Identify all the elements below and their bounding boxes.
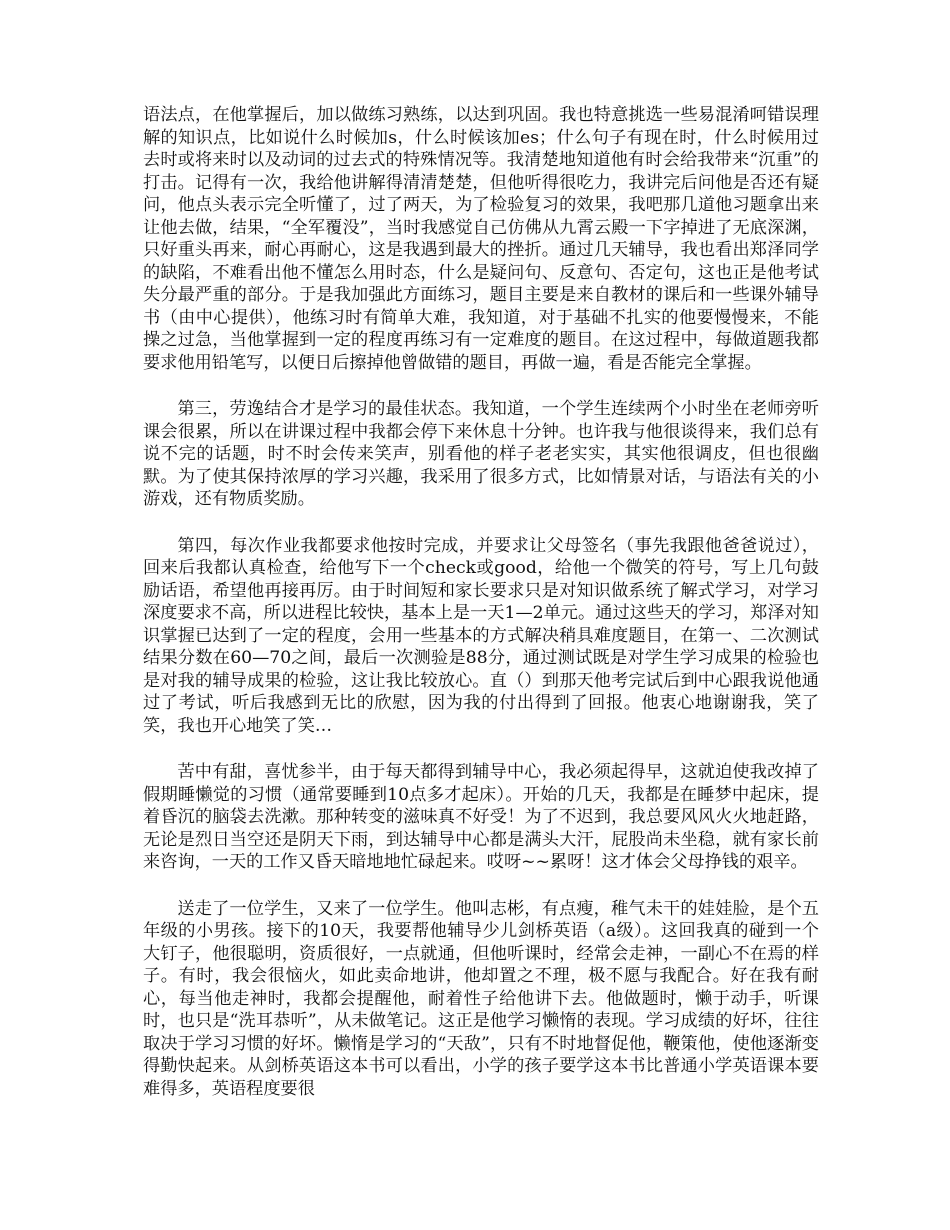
paragraph-grammar-practice: 语法点，在他掌握后，加以做练习熟练，以达到巩固。我也特意挑选一些易混淆呵错误理解的知识点，比如说什么时候加s，什么时候该加es；什么句子有现在时，什么时候用过去时或将来时以及动词的过去式的特殊情况等。我清楚地知道他有时会给我带来“沉重”的打击。记得有一次，我给他讲解得清清楚楚，但他听得很吃力，我讲完后问他是否还有疑问，他点头表示完全听懂了，过了两天，为了检验复习的效果，我吧那几道他习题拿出来让他去做，结果，“全军覆没”，当时我感觉自己仿佛从九霄云殿一下字掉进了无底深渊，只好重头再来，耐心再耐心，这是我遇到最大的挫折。通过几天辅导，我也看出郑泽同学的缺陷，不难看出他不懂怎么用时态，什么是疑问句、反意句、否定句，这也正是他考试失分最严重的部分。于是我加强此方面练习，题目主要是来自教材的课后和一些课外辅导书（由中心提供），他练习时有简单大难，我知道，对于基础不扎实的他要慢慢来，不能操之过急，当他掌握到一定的程度再练习有一定难度的题目。在这过程中，每做道题我都要求他用铅笔写，以便日后擦掉他曾做错的题目，再做一遍，看是否能完全掌握。 xyxy=(143,105,819,373)
document-page xyxy=(143,104,819,1124)
paragraph-fourth-point: 第四，每次作业我都要求他按时完成，并要求让父母签名（事先我跟他爸爸说过），回来后我都认真检查，给他写下一个check或good，给他一个微笑的符号，写上几句鼓励话语，希望他再接再厉。由于时间短和家长要求只是对知识做系统了解式学习，对学习深度要求不高，所以进程比较快，基本上是一天1—2单元。通过这些天的学习，郑泽对知识掌握已达到了一定的程度，会用一些基本的方式解决稍具难度题目，在第一、二次测试结果分数在60—70之间，最后一次测验是88分，通过测试既是对学生学习成果的检验也是对我的辅导成果的检验，这让我比较放心。直（）到那天他考完试后到中心跟我说他通过了考试，听后我感到无比的欣慰，因为我的付出得到了回报。他衷心地谢谢我，笑了笑，我也开心地笑了笑… xyxy=(143,535,819,736)
paragraph-third-point: 第三，劳逸结合才是学习的最佳状态。我知道，一个学生连续两个小时坐在老师旁听课会很累，所以在讲课过程中我都会停下来休息十分钟。也许我与他很谈得来，我们总有说不完的话题，时不时会传来笑声，别看他的样子老老实实，其实他很调皮，但也很幽默。为了使其保持浓厚的学习兴趣，我采用了很多方式，比如情景对话，与语法有关的小游戏，还有物质奖励。 xyxy=(143,399,819,509)
paragraph-new-student: 送走了一位学生，又来了一位学生。他叫志彬，有点瘦，稚气未干的娃娃脸，是个五年级的小男孩。接下的10天，我要帮他辅导少儿剑桥英语（a级）。这回我真的碰到一个大钉子，他很聪明，资质很好，一点就通，但他听课时，经常会走神，一副心不在焉的样子。有时，我会很恼火，如此卖命地讲，他却置之不理，极不愿与我配合。好在我有耐心，每当他走神时，我都会提醒他，耐着性子给他讲下去。他做题时，懒于动手，听课时，也只是“洗耳恭听”，从未做笔记。这正是他学习懒惰的表现。学习成绩的好坏，往往取决于学习习惯的好坏。懒惰是学习的“天敌”，只有不时地督促他，鞭策他，使他逐渐变得勤快起来。从剑桥英语这本书可以看出，小学的孩子要学这本书比普通小学英语课本要难得多，英语程度要很 xyxy=(143,898,819,1099)
paragraph-bitter-sweet: 苦中有甜，喜忧参半，由于每天都得到辅导中心，我必须起得早，这就迫使我改掉了假期睡懒觉的习惯（通常要睡到10点多才起床）。开始的几天，我都是在睡梦中起床，提着昏沉的脑袋去洗漱。那种转变的滋味真不好受！为了不迟到，我总要风风火火地赶路，无论是烈日当空还是阴天下雨，到达辅导中心都是满头大汗，屁股尚未坐稳，就有家长前来咨询，一天的工作又昏天暗地地忙碌起来。哎呀~~累呀！这才体会父母挣钱的艰辛。 xyxy=(143,762,819,872)
